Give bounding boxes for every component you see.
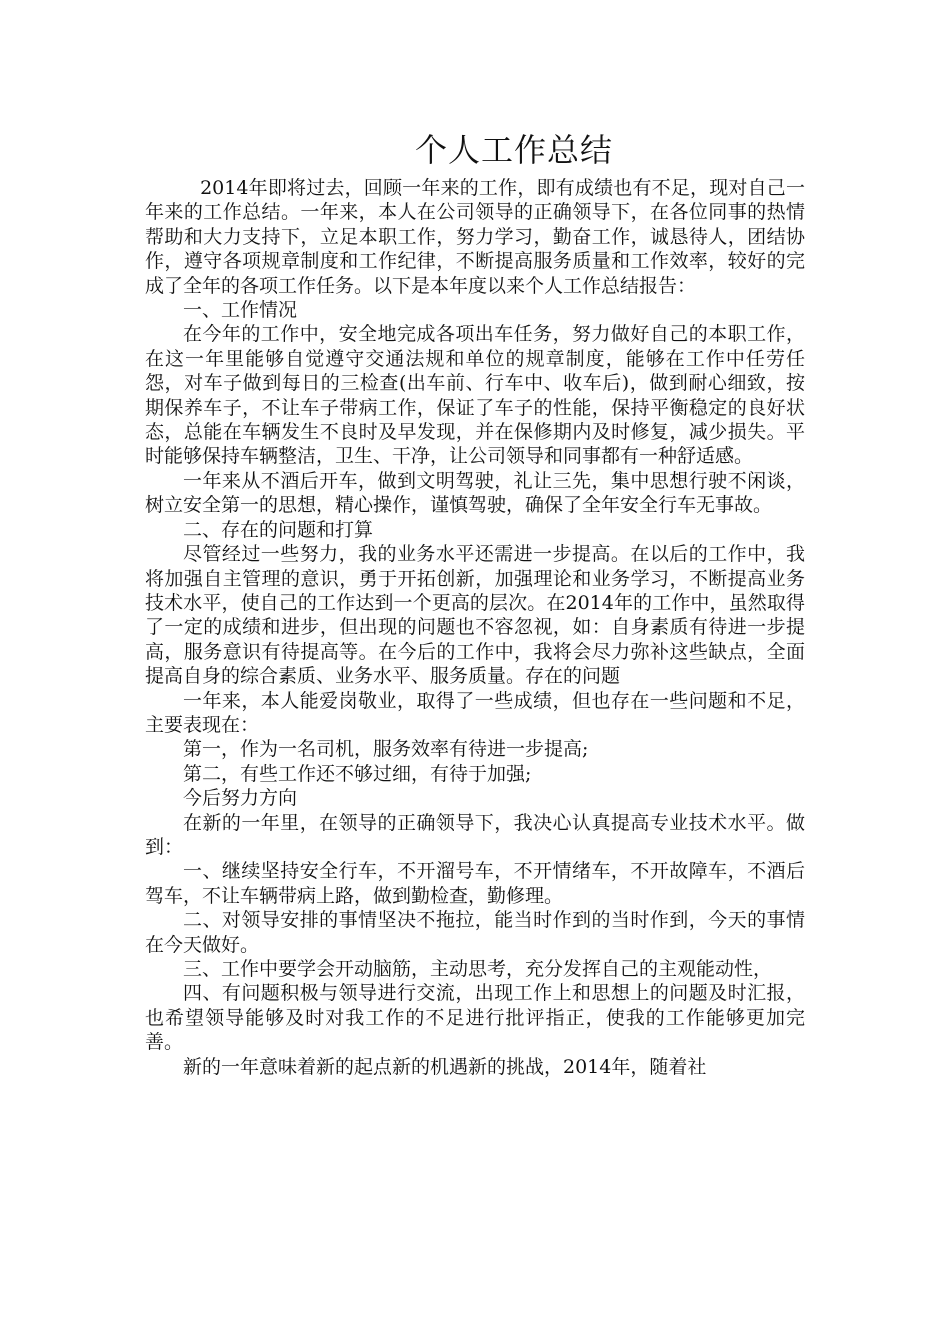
section-heading-problems-plans: 二、存在的问题和打算 <box>183 518 374 541</box>
paragraph-goal-two: 二、对领导安排的事情坚决不拖拉，能当时作到的当时作到，今天的事情在今天做好。 <box>145 909 805 956</box>
section-heading-future-direction: 今后努力方向 <box>183 787 298 810</box>
paragraph-point-first: 第一，作为一名司机，服务效率有待进一步提高; <box>183 738 589 761</box>
paragraph-goal-one: 一、继续坚持安全行车，不开溜号车，不开情绪车，不开故障车，不酒后驾车，不让车辆带病上路，做到勤检查，勤修理。 <box>145 860 805 907</box>
paragraph-problems: 尽管经过一些努力，我的业务水平还需进一步提高。在以后的工作中，我将加强自主管理的意识，勇于开拓创新，加强理论和业务学习，不断提高业务技术水平，使自己的工作达到一个更高的层次。在2014年的工作中，虽然取得了一定的成绩和进步，但出现的问题也不容忽视，如：自身素质有待进一步提高，服务意识有待提高等。在今后的工作中，我将会尽力弥补这些缺点，全面提高自身的综合素质、业务水平、服务质量。存在的问题 <box>145 543 805 688</box>
paragraph-intro: 2014年即将过去，回顾一年来的工作，即有成绩也有不足，现对自己一年来的工作总结。一年来，本人在公司领导的正确领导下，在各位同事的热情帮助和大力支持下，立足本职工作，努力学习，勤奋工作，诚恳待人，团结协作，遵守各项规章制度和工作纪律，不断提高服务质量和工作效率，较好的完成了全年的各项工作任务。以下是本年度以来个人工作总结报告： <box>145 177 805 297</box>
paragraph-safe-driving: 一年来从不酒后开车，做到文明驾驶，礼让三先，集中思想行驶不闲谈，树立安全第一的思想，精心操作，谨慎驾驶，确保了全年安全行车无事故。 <box>145 469 805 517</box>
document-body <box>145 176 805 1079</box>
paragraph-work-status: 在今年的工作中，安全地完成各项出车任务，努力做好自己的本职工作，在这一年里能够自觉遵守交通法规和单位的规章制度，能够在工作中任劳任怨，对车子做到每日的三检查(出车前、行车中、收车后)，做到耐心细致，按期保养车子，不让车子带病工作，保证了车子的性能，保持平衡稳定的良好状态，总能在车辆发生不良时及早发现，并在保修期内及时修复，减少损失。平时能够保持车辆整洁，卫生、干净，让公司领导和同事都有一种舒适感。 <box>145 323 805 468</box>
paragraph-point-second: 第二，有些工作还不够过细，有待于加强; <box>183 762 532 785</box>
paragraph-goal-four: 四、有问题积极与领导进行交流，出现工作上和思想上的问题及时汇报，也希望领导能够及时对我工作的不足进行批评指正，使我的工作能够更加完善。 <box>145 982 805 1054</box>
paragraph-closing: 新的一年意味着新的起点新的机遇新的挑战，2014年，随着社 <box>183 1055 707 1078</box>
document-page <box>145 128 805 1079</box>
paragraph-goal-three: 三、工作中要学会开动脑筋，主动思考，充分发挥自己的主观能动性， <box>183 958 773 980</box>
section-heading-work-status: 一、工作情况 <box>183 299 298 322</box>
paragraph-future-intro: 在新的一年里，在领导的正确领导下，我决心认真提高专业技术水平。做到： <box>145 811 805 858</box>
paragraph-shortcomings: 一年来，本人能爱岗敬业，取得了一些成绩，但也存在一些问题和不足，主要表现在： <box>145 689 805 736</box>
document-title: 个人工作总结 <box>415 131 614 169</box>
